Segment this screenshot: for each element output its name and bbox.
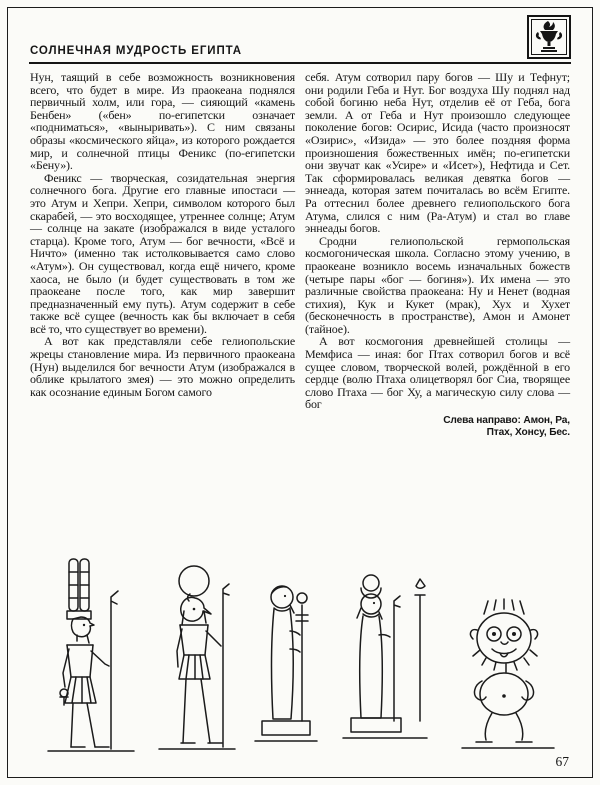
bes-figure [444, 597, 570, 755]
flaming-vase-icon [535, 20, 563, 54]
gods-illustration [30, 548, 570, 755]
paragraph: А вот как представляли себе гелиопольские жрецы становление мира. Из первичного праокеана (Нун) выделился бог вечности Атум (изображался в облике крылатого змея) — это можно определить как осознание единым Богом самого [30, 334, 295, 399]
figure-caption: Слева направо: Амон, Ра, Птах, Хонсу, Бес. [443, 415, 570, 438]
two-column-text [30, 71, 570, 438]
paragraph: Сродни гелиопольской гермопольская космогоническая школа. Согласно этому учению, в праокеане возникло восемь изначальных божеств (четыре пары «бог — богиня»). Их имена — это различные свойства праокеана: Ну и Ненет (водная стихия), Кук и Кукет (мрак), Хух и Хухет (бесконечность в пространстве), Амон и Амонет (тайное). [305, 233, 570, 336]
paragraph: А вот космогония древнейшей столицы — Мемфиса — иная: бог Птах сотворил богов и всё сущее словом, творческой волей, рождённой в его сердце (волю Птаха олицетворял бог Сиа, творящее слово Птаха — бог Ху, а магическую силу слова — бог [305, 334, 570, 412]
ra-figure [147, 559, 241, 755]
header-rule [29, 62, 571, 64]
page-header-title: СОЛНЕЧНАЯ МУДРОСТЬ ЕГИПТА [30, 45, 243, 57]
amon-figure [30, 555, 138, 755]
khonsu-figure [332, 571, 436, 755]
chapter-emblem-inner-border [531, 19, 567, 55]
chapter-emblem [527, 15, 571, 59]
ptah-figure [249, 571, 323, 755]
text-column-right [305, 71, 570, 438]
paragraph: Нун, таящий в себе возможность возникновения всего, что будет в мире. Из праокеана поднялся первичный холм, или гора, — сияющий «камень Бенбен» («бен» по-египетски означает «подниматься», «выныривать»). С ним связаны образы «космического яйца», из которого рождается мир, и солнечной птицы Феникс (по-египетски «Бену»). [30, 70, 295, 173]
paragraph: себя. Атум сотворил пару богов — Шу и Тефнут; они родили Геба и Нут. Бог воздуха Шу поднял над собой богиню неба Нут, отделив её от Геба, бога земли. А от Геба и Нут произошло следующее поколение богов: Осирис, Исида (часто произносят «Озирис», «Изида» — это более поздняя форма произношения божественных имён; по-египетски они звучат как «Усире» и «Исет»), Нефтида и Сет. Так сформировалась великая девятка богов — эннеада, которая затем почиталась во всём Египте. Ра оттеснил более древнего гелиопольского бога Атума, слился с ним (Ра-Атум) и стал во главе эннеады богов. [305, 70, 570, 236]
text-column-left [30, 71, 295, 438]
page-number: 67 [555, 754, 569, 769]
paragraph: Феникс — творческая, созидательная энергия солнечного бога. Другие его главные ипостаси — это Атум и Хепри. Хепри, символом которого был скарабей, — это восходящее, утреннее солнце; Атум — солнце на закате (изображался в виде усталого старца). Кроме того, Атум — бог вечности, «Всё и Ничто» (именно так истолковывается само слово «Атум»). Он существовал, когда ещё ничего, кроме хаоса, не было (и будет существовать в том же праокеане после того, как мир завершит предназначенный ему путь). Атум содержит в себе также всё сущее (вечность как бы включает в себя всё то, что существует во времени). [30, 170, 295, 336]
